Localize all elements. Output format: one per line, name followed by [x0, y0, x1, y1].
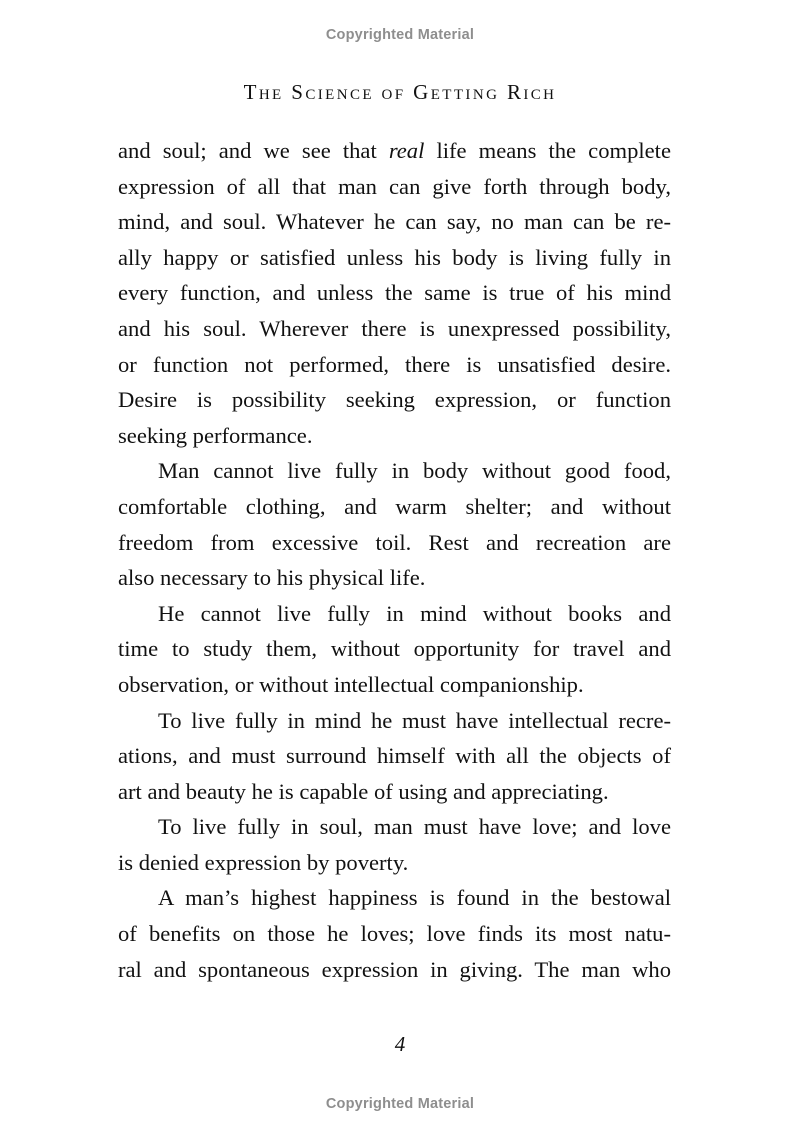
text-line: and his soul. Wherever there is unexpressed possibility,: [118, 315, 671, 341]
text-line: ally happy or satisfied unless his body is living fully in: [118, 244, 671, 270]
running-head: The Science of Getting Rich: [243, 80, 557, 104]
text-line: observation, or without intellectual companionship.: [118, 671, 584, 697]
paragraph-first-line: To live fully in soul, man must have love; and love: [158, 814, 671, 840]
emphasis-text: real: [388, 138, 425, 163]
page-number: 4: [394, 1032, 406, 1056]
text-line: [118, 133, 671, 169]
paragraph-first-line: He cannot live fully in mind without books and: [158, 600, 671, 626]
body-text: [118, 133, 671, 987]
text-line: freedom from excessive toil. Rest and recreation are: [118, 529, 671, 555]
text-line: mind, and soul. Whatever he can say, no man can be re-: [118, 209, 671, 235]
text-line: every function, and unless the same is true of his mind: [118, 280, 671, 306]
text-line: or function not performed, there is unsatisfied desire.: [118, 351, 671, 377]
text-line: comfortable clothing, and warm shelter; and without: [118, 493, 671, 519]
text-line: time to study them, without opportunity for travel and: [118, 636, 671, 662]
text-line: is denied expression by poverty.: [118, 849, 409, 875]
text-line: Desire is possibility seeking expression, or function: [118, 387, 671, 413]
text-line: of benefits on those he loves; love finds its most natu-: [118, 921, 671, 947]
paragraph-first-line: To live fully in mind he must have intellectual recre-: [158, 707, 671, 733]
copyright-watermark-top: Copyrighted Material: [325, 27, 475, 43]
text-line: art and beauty he is capable of using and appreciating.: [118, 778, 609, 804]
text-line: also necessary to his physical life.: [118, 565, 426, 591]
text-run: and soul; and we see that: [118, 138, 389, 163]
text-line: seeking performance.: [118, 422, 313, 448]
paragraph-first-line: Man cannot live fully in body without good food,: [158, 458, 671, 484]
text-line: ations, and must surround himself with all the objects of: [118, 743, 671, 769]
copyright-watermark-bottom: Copyrighted Material: [325, 1096, 475, 1112]
text-run: life means the complete: [424, 138, 671, 163]
paragraph-first-line: A man’s highest happiness is found in the bestowal: [158, 885, 671, 911]
text-line: ral and spontaneous expression in giving. The man who: [118, 956, 671, 982]
text-line: expression of all that man can give forth through body,: [118, 173, 671, 199]
